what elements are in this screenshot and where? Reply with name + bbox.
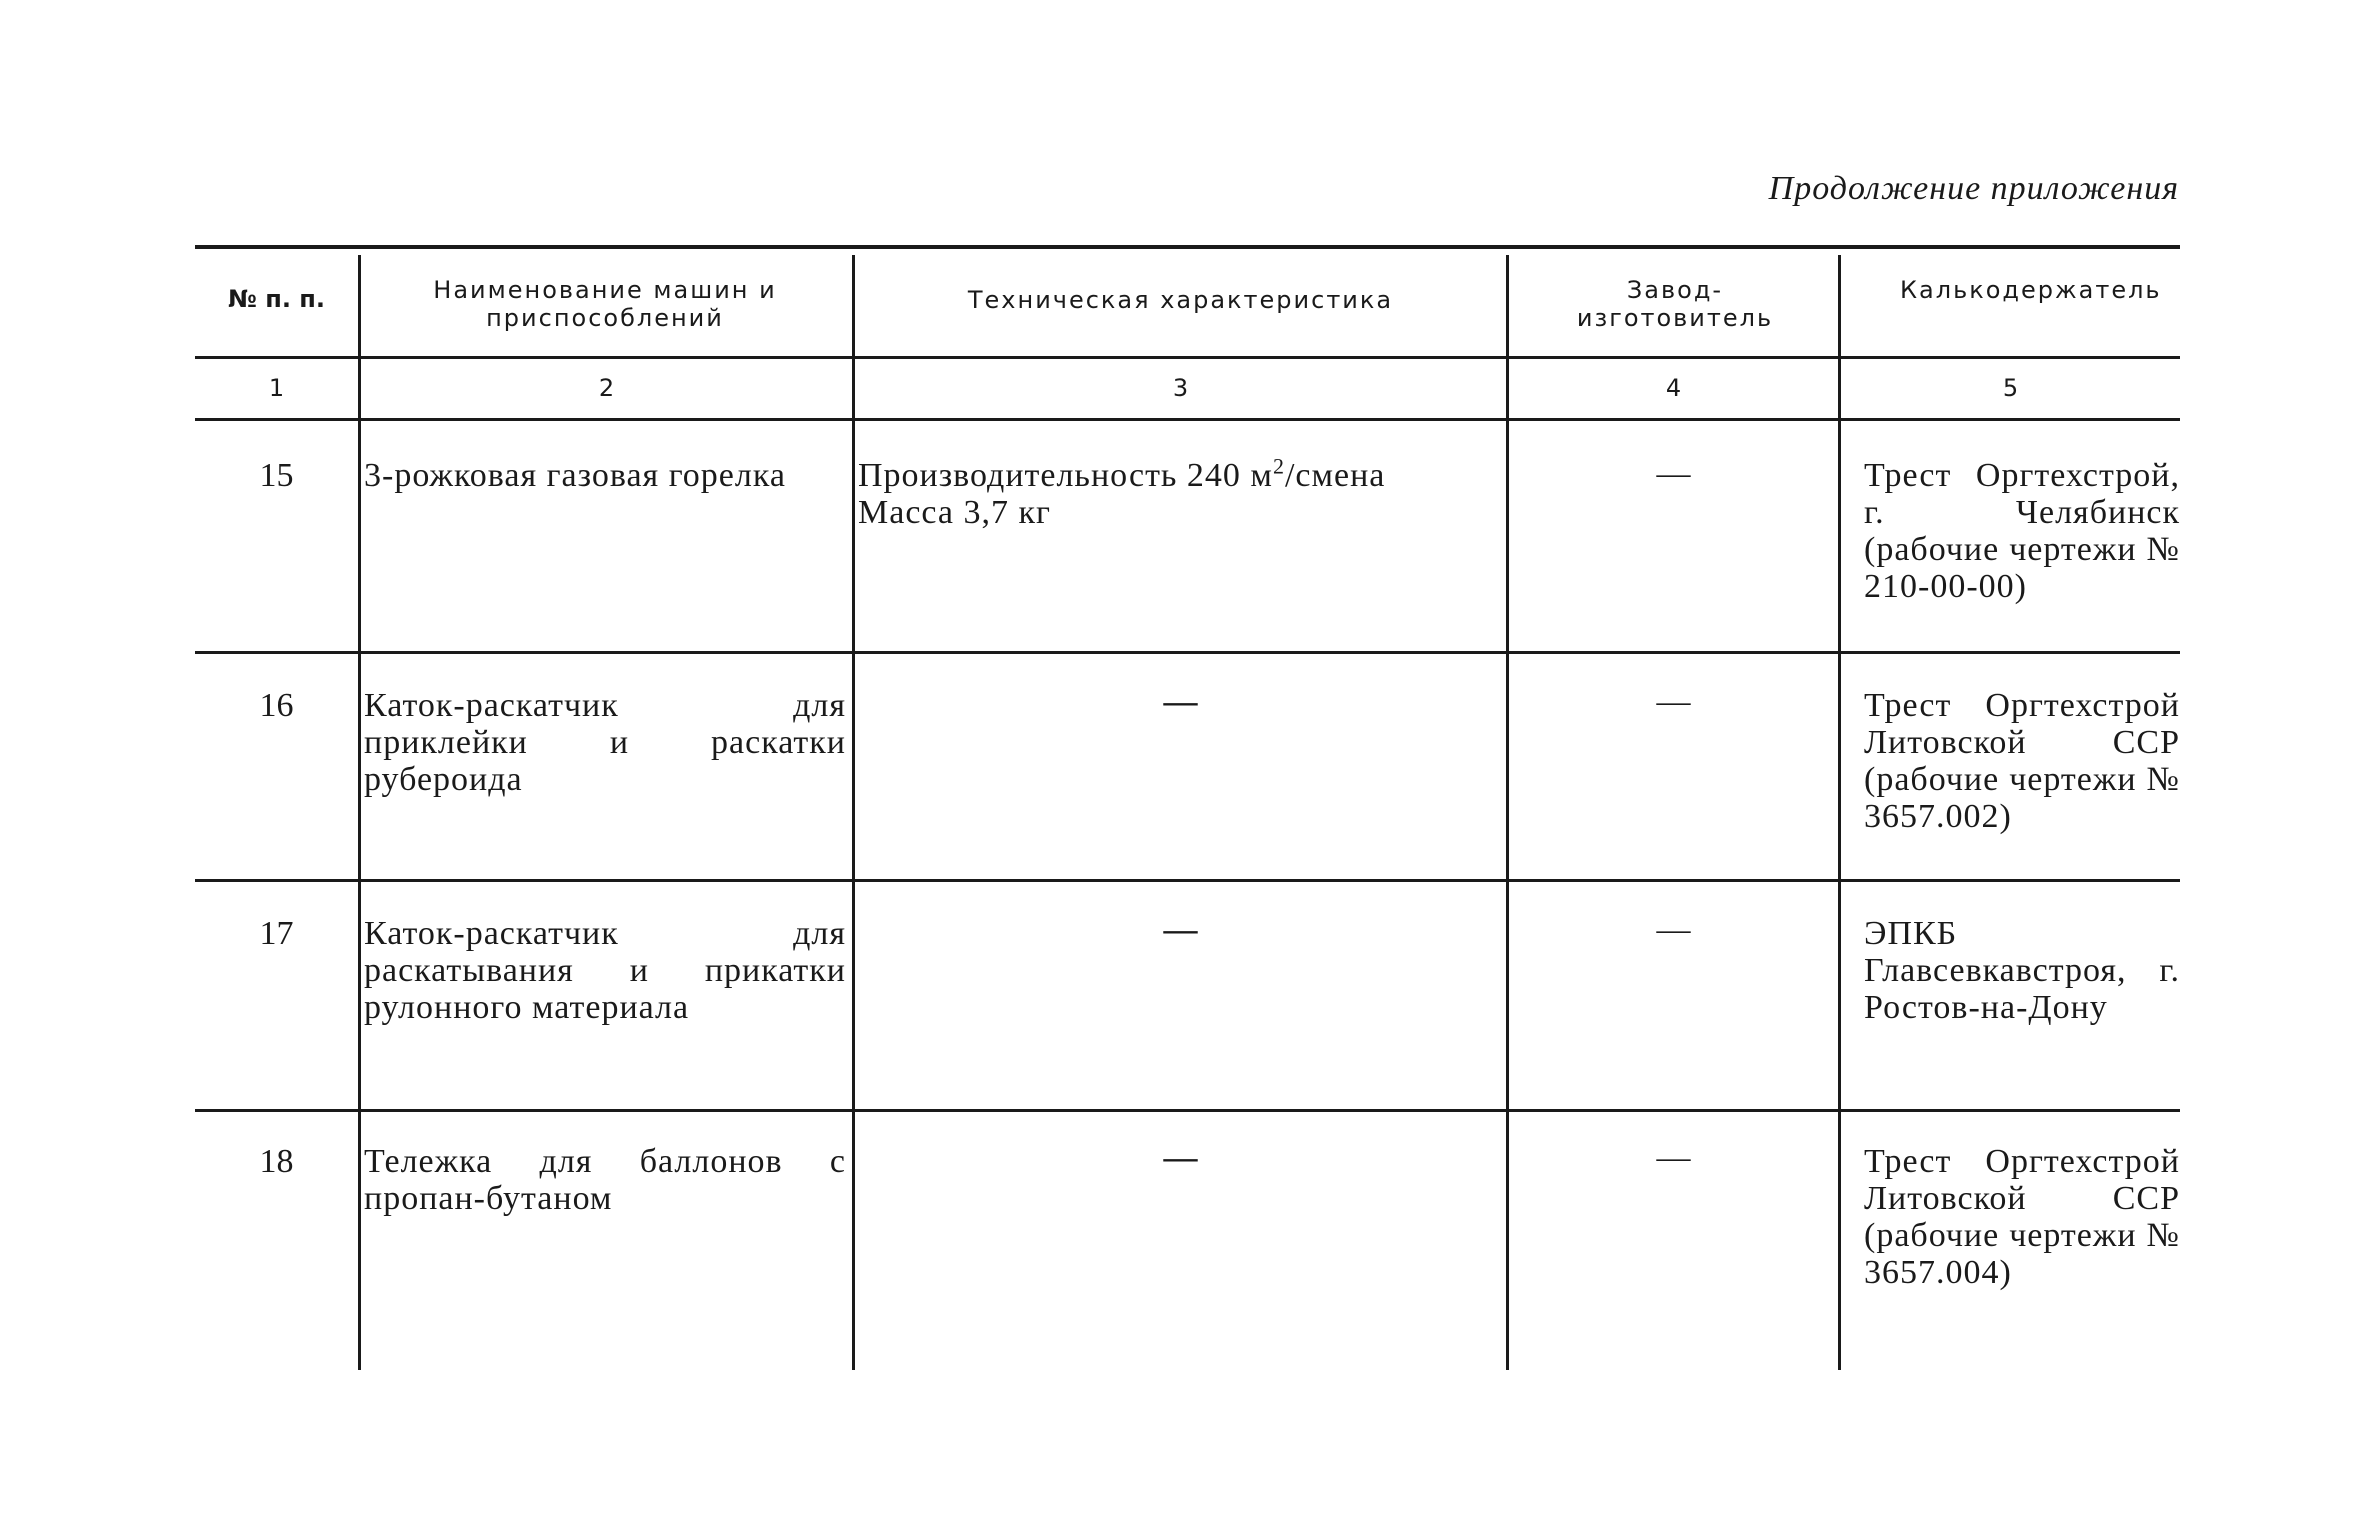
row-17-spec: — [1163,911,1198,948]
header-holder: Калькодержатель [1900,276,2162,304]
row-15-name: 3-рожковая газовая горелка [364,457,786,494]
col-divider-4 [1838,255,1841,1370]
col-number-5: 5 [2002,374,2019,402]
row-15-maker: — [1656,455,1691,492]
number-row-rule [195,418,2180,421]
row-18-number: 18 [259,1143,294,1180]
row-17-holder: ЭПКБ Главсевкавстроя, г. Ростов-на-Дону [1864,915,2180,1026]
row-16-name: Каток-раскатчик для приклейки и раскатки рубероида [364,687,846,798]
row-17-name: Каток-раскатчик для раскатывания и прикатки рулонного материала [364,915,846,1026]
row-17-bottom-rule [195,1109,2180,1112]
row-16-maker: — [1656,683,1691,720]
col-number-4: 4 [1665,374,1682,402]
row-15-spec-line2: Масса 3,7 кг [858,494,1051,531]
row-15-holder: Трест Оргтехстрой, г. Челябинск (рабочие чертежи № 210-00-00) [1864,457,2180,605]
col-number-2: 2 [598,374,615,402]
row-16-bottom-rule [195,879,2180,882]
col-divider-2 [852,255,855,1370]
row-15-spec [858,453,1498,531]
col-divider-3 [1506,255,1509,1370]
col-divider-1 [358,255,361,1370]
row-18-maker: — [1656,1139,1691,1176]
page-heading: Продолжение приложения [1768,170,2179,207]
row-16-spec: — [1163,683,1198,720]
header-number: № п. п. [228,285,325,313]
header-name: Наименование машин и приспособлений [433,276,777,332]
row-15-number: 15 [259,457,294,494]
row-17-maker: — [1656,911,1691,948]
header-spec: Техническая характеристика [967,286,1394,314]
table-top-rule [195,245,2180,249]
header-bottom-rule [195,356,2180,359]
row-18-name: Тележка для баллонов с пропан-бутаном [364,1143,846,1217]
row-17-number: 17 [259,915,294,952]
row-16-number: 16 [259,687,294,724]
row-15-spec-line1: Производительность 240 $м^2$/смена [858,453,1386,494]
row-15-bottom-rule [195,651,2180,654]
col-number-3: 3 [1172,374,1189,402]
row-18-holder: Трест Оргтехстрой Литовской ССР (рабочие чертежи № 3657.004) [1864,1143,2180,1291]
row-16-holder: Трест Оргтехстрой Литовской ССР (рабочие чертежи № 3657.002) [1864,687,2180,835]
header-maker: Завод-изготовитель [1576,276,1774,332]
col-number-1: 1 [268,374,285,402]
row-18-spec: — [1163,1139,1198,1176]
